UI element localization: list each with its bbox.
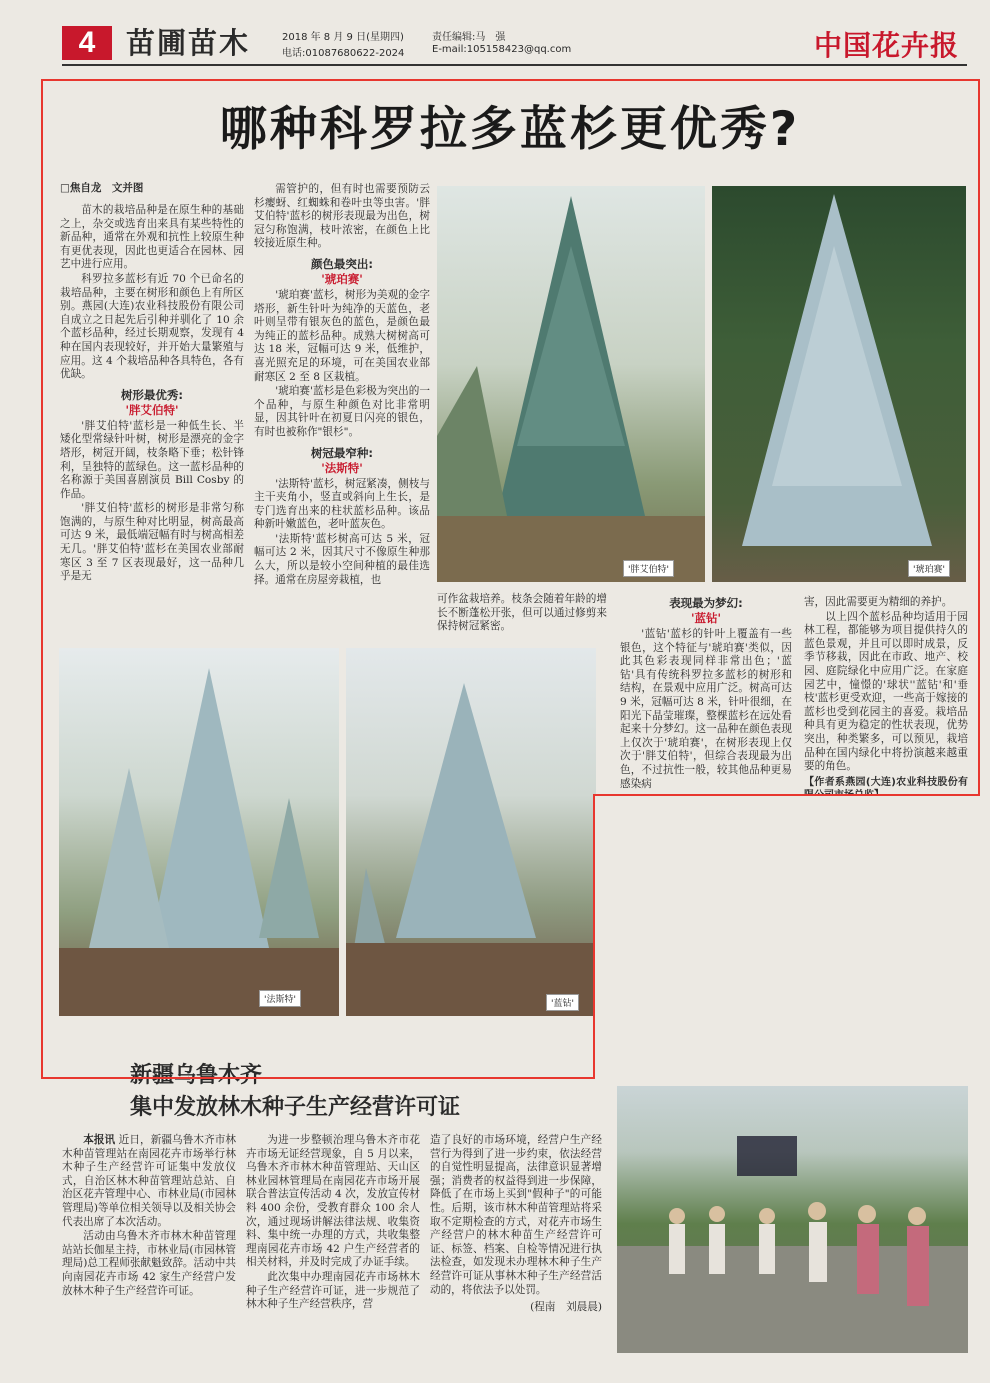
- article3-col-3: [430, 1134, 602, 1316]
- article3-col-2: [246, 1134, 420, 1313]
- tree-photo-fat-albert: [437, 186, 705, 582]
- main-col-2: [254, 183, 430, 588]
- paragraph: '蓝钻'蓝杉的针叶上覆盖有一些银色，这个特征与'琥珀赛'类似，因此其色彩表现同样非常出色；'蓝钻'具有传统科罗拉多蓝杉的树形和结构，在景观中应用广泛。树高可达 9 米，冠幅可达 8 米，针叶很细，在阳光下晶莹璀璨，整棵蓝杉在远处看起来十分梦幻。这一品种在颜色表现上仅次于'琥珀赛'，在树形表现上仅次于'胖艾伯特'，但综合表现最为出色，不过抗性一般，较其他品种更易感染病: [620, 628, 792, 790]
- subhead-name: '蓝钻': [690, 611, 722, 625]
- subhead-2: [254, 257, 430, 287]
- headline-line: 集中发放林木种子生产经营许可证: [130, 1095, 461, 1120]
- page-header: [62, 20, 967, 68]
- paragraph: '法斯特'蓝杉树高可达 5 米，冠幅可达 2 米，因其尺寸不像原生种那么大，所以是较小空间种植的最佳选择。通常在房屋旁栽植，也: [254, 532, 430, 586]
- photo-caption: '胖艾伯特': [623, 560, 674, 577]
- page-number-badge: 4: [62, 26, 112, 60]
- tree-icon: [437, 186, 705, 582]
- main-article-border-inner-top: [593, 794, 980, 796]
- paragraph: 科罗拉多蓝杉有近 70 个已命名的栽培品种，主要在树形和颜色上有所区别。燕园(大连)农业科技股份有限公司自成立之日起先后引种并驯化了 10 余个蓝杉品种，经过长期观察，发现有 4 种在国内表现较好，并开始大量繁殖与应用。这 4 个栽培品种各具特色，各有优缺。: [60, 272, 244, 381]
- lead-tag: 本报讯: [83, 1134, 116, 1146]
- subhead-1: [60, 388, 244, 418]
- paragraph-text: 近日，新疆乌鲁木齐市林木种苗管理站在南园花卉市场举行林木种子生产经营许可证集中发放仪式，自治区林木种苗管理站总站、自治区花卉管理中心、市林业局(市园林管理局)等单位相关领导以及相关协会代表出席了本次活动。: [62, 1134, 237, 1228]
- main-col-5: [804, 596, 968, 804]
- subhead-title: 表现最为梦幻:: [669, 596, 743, 610]
- photo-caption: '蓝钻': [546, 994, 579, 1011]
- group-visit-photo: [617, 1066, 968, 1353]
- main-article-border-inner: [593, 794, 595, 1079]
- paragraph: 造了良好的市场环境，经营户生产经营行为得到了进一步约束，依法经营的自觉性明显提高，法律意识显著增强；消费者的权益得到进一步保障，降低了在市场上买到"假种子"的可能性。后期，该市林木种苗管理站将采取不定期检查的方式，对花卉市场生产经营户的林木种苗生产经营许可证、标签、档案、自检等情况进行执法检查，如发现未办理林木种子生产经营许可证从事林木种子生产经营活动的，将依法予以处罚。: [430, 1134, 602, 1296]
- subhead-name: '琥珀赛': [321, 271, 363, 286]
- tree-photo-blue-diamond: [346, 648, 596, 1016]
- main-col-4: [620, 596, 792, 792]
- subhead-title: 树形最优秀:: [120, 387, 184, 402]
- tree-icon: [712, 186, 966, 582]
- subhead-name: '法斯特': [321, 460, 363, 475]
- article3-headline: [130, 1060, 460, 1124]
- tree-photo-fastigiata: [59, 648, 339, 1016]
- editor-line: 责任编辑:马 强: [432, 32, 506, 43]
- subhead-name: '胖艾伯特': [125, 402, 179, 417]
- byline: □焦自龙 文并图: [60, 182, 144, 194]
- paper-logo: 中国花卉报: [814, 29, 960, 62]
- subhead-title: 颜色最突出:: [310, 256, 374, 271]
- author-note: 【作者系燕园(大连)农业科技股份有: [804, 776, 968, 788]
- signature: (程南 刘晨晨): [530, 1301, 602, 1314]
- paragraph: [62, 1134, 236, 1229]
- paragraph: '胖艾伯特'蓝杉是一种低生长、半矮化型常绿针叶树，树形是漂亮的金字塔形，树冠开阔，枝条略下垂；松针锋利，呈独特的蓝绿色。这一蓝杉品种的名称源于美国喜剧演员 Bill Cosby 的作品。: [60, 419, 244, 500]
- main-article-border-cut: [595, 796, 985, 1086]
- tree-photo-hoopsii: [712, 186, 966, 582]
- paragraph: 可作盆栽培养。枝条会随着年龄的增长不断蓬松开张，但可以通过修剪来保持树冠紧密。: [437, 593, 607, 633]
- subhead-title: 树冠最窄种:: [310, 445, 374, 460]
- paragraph: '琥珀赛'蓝杉，树形为美观的金字塔形，新生针叶为纯净的天蓝色，老叶则呈带有银灰色的蓝色，是颜色最为纯正的蓝杉品种。成熟大树树高可达 18 米，冠幅可达 9 米，低维护，喜光照充足的环境，可在美国农业部耐寒区 2 至 8 区栽植。: [254, 288, 430, 383]
- main-col-3: [437, 593, 607, 635]
- section-title: 苗圃苗木: [126, 26, 251, 60]
- tree-icon: [59, 648, 339, 1016]
- paragraph: 为进一步整顿治理乌鲁木齐市花卉市场无证经营现象，自 5 月以来，乌鲁木齐市林木种苗管理站、天山区林业园林管理局在南园花卉市场开展联合普法宣传活动 4 次，发放宣传材料 400 余份，受教育群众 100 余人次，通过现场讲解法律法规、收集资料、集中统一办理的方式，共收集整理南园花卉市场 42 户生产经营者的相关材料，并及时完成了办证手续。: [246, 1134, 420, 1269]
- photo-caption: '琥珀赛': [908, 560, 950, 577]
- paragraph: 苗木的栽培品种是在原生种的基础之上，杂交或选育出来具有某些特性的新品种，通常在外观和抗性上较原生种有更优表现，因此也更适合在园林、园艺中进行应用。: [60, 204, 244, 271]
- main-headline: 哪种科罗拉多蓝杉更优秀?: [219, 102, 801, 157]
- issue-date: 2018 年 8 月 9 日(星期四): [282, 32, 404, 43]
- paragraph: 此次集中办理南园花卉市场林木种子生产经营许可证，进一步规范了林木种子生产经营秩序，营: [246, 1270, 420, 1311]
- headline-line: 新疆乌鲁木齐: [130, 1063, 263, 1088]
- header-rule: [62, 64, 967, 66]
- paragraph: '琥珀赛'蓝杉是色彩极为突出的一个品种，与原生种颜色对比非常明显，因其针叶在初夏日闪亮的银色，有时也被称作"银杉"。: [254, 385, 430, 438]
- paragraph: 活动由乌鲁木齐市林木种苗管理站站长伽星主持，市林业局(市园林管理局)总工程师张献魁致辞。活动中共向南园花卉市场 42 家生产经营户发放林木种子生产经营许可证。: [62, 1230, 236, 1297]
- people-icon: [617, 1066, 968, 1353]
- paragraph: 需管护的，但有时也需要预防云杉瘿蚜、红蜘蛛和卷叶虫等虫害。'胖艾伯特'蓝杉的树形表现最为出色，树冠匀称饱满，枝叶浓密，在颜色上比较接近原生种。: [254, 183, 430, 250]
- photo-caption: '法斯特': [259, 990, 301, 1007]
- main-col-1: [60, 204, 244, 585]
- paragraph: 害，因此需要更为精细的养护。: [804, 596, 953, 608]
- email-line: E-mail:105158423@qq.com: [432, 44, 572, 55]
- subhead-3: [254, 446, 430, 476]
- subhead-4: [620, 596, 792, 626]
- phone-line: 电话:01087680622-2024: [282, 48, 405, 59]
- article3-col-1: [62, 1134, 236, 1299]
- paragraph: '法斯特'蓝杉，树冠紧凑，侧枝与主干夹角小，竖直或斜向上生长，是专门选育出来的柱状蓝杉品种。该品种新叶嫩蓝色，老叶蓝灰色。: [254, 477, 430, 531]
- paragraph: '胖艾伯特'蓝杉的树形是非常匀称饱满的，与原生种对比明显，树高最高可达 9 米，最低端冠幅有时与树高相差无几。'胖艾伯特'蓝杉在美国农业部耐寒区 3 至 7 区表现最好，这一品种几乎是无: [60, 502, 244, 583]
- paragraph: 以上四个蓝杉品种均适用于园林工程，都能够为项目提供持久的蓝色景观，并且可以即时成景，反季节移栽，因此在市政、地产、校园、庭院绿化中应用广泛。在家庭园艺中，憧憬的'球状''蓝钻'和'垂枝'蓝杉更受欢迎，一些高于嫁接的蓝杉也受到花园主的喜爱。栽培品种具有更为稳定的性状表现，优势突出，种类繁多，可以预见，栽培品种在国内绿化中将扮演越来越重要的角色。: [804, 610, 968, 773]
- tree-icon: [346, 648, 596, 1016]
